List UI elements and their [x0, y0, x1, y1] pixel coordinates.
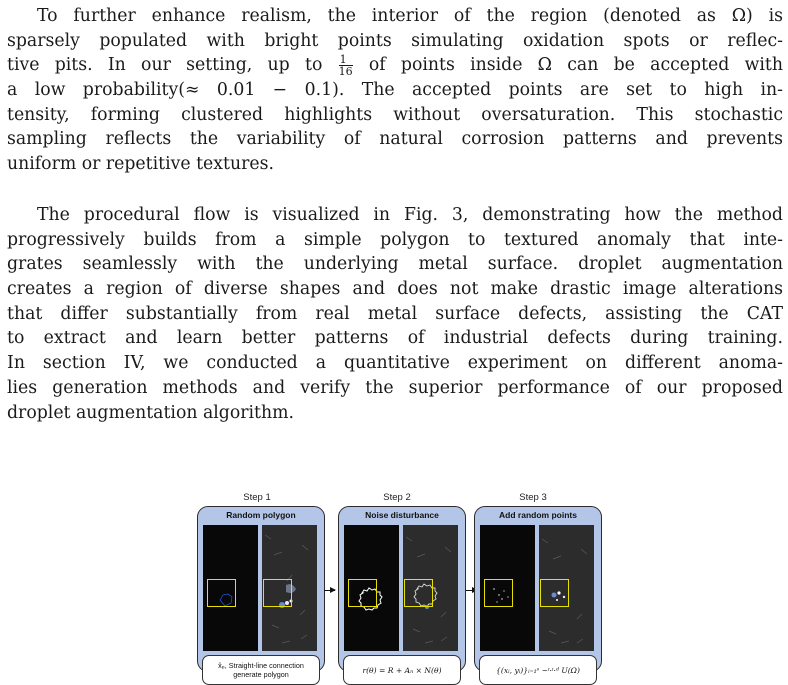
highlight-box — [540, 579, 569, 607]
formula-line: {(xᵢ, yᵢ)}ᵢ₌₁ˢ ~ᶦ·ᶦ·ᵈ U(Ω) — [496, 665, 580, 675]
step-3-panel — [474, 506, 602, 675]
text-fragment: of points inside Ω can be accepted with — [353, 55, 783, 76]
flow-arrow-1 — [324, 590, 335, 591]
step-2-label: Step 2 — [383, 492, 411, 503]
text-line: The procedural flow is visualized in Fig. 3, demonstrating how the method — [37, 205, 783, 225]
highlight-box — [263, 579, 292, 607]
text-line-fraction — [7, 53, 783, 78]
mask-image — [203, 525, 258, 651]
paragraph-1 — [7, 4, 783, 177]
surface-image — [262, 525, 317, 651]
text-line: droplet augmentation algorithm. — [7, 402, 295, 423]
step-1-formula — [202, 655, 320, 685]
text-line: lies generation methods and verify the superior performance of our proposed — [7, 377, 783, 398]
step-3-title: Add random points — [499, 510, 577, 520]
highlight-box — [348, 579, 377, 607]
highlight-box — [404, 579, 433, 607]
step-2-title: Noise disturbance — [365, 510, 439, 520]
step-2-formula — [343, 655, 461, 685]
paragraph-2 — [7, 203, 783, 425]
text-line: that differ substantially from real metal surface defects, assisting the CAT — [7, 303, 783, 324]
text-line: To further enhance realism, the interior of the region (denoted as Ω) is — [37, 6, 783, 26]
highlight-box — [207, 579, 236, 607]
text-line: sparsely populated with bright points simulating oxidation spots or reflec- — [7, 30, 783, 51]
step-3-label: Step 3 — [519, 492, 547, 503]
text-fragment: tive pits. In our setting, up to — [7, 55, 338, 76]
text-line: creates a region of diverse shapes and does not make drastic image alterations — [7, 279, 783, 300]
text-line: sampling reflects the variability of natural corrosion patterns and prevents — [7, 129, 783, 150]
step-1-panel — [197, 506, 325, 679]
formula-line: generate polygon — [233, 670, 289, 679]
figure-3 — [0, 488, 788, 679]
text-line: a low probability(≈ 0.01 − 0.1). The accepted points are set to high in- — [7, 80, 783, 101]
mask-image — [480, 525, 535, 651]
step-3-formula — [479, 655, 597, 685]
fraction-numerator: 1 — [339, 54, 353, 66]
step-1-title: Random polygon — [226, 510, 296, 520]
formula-line: x̂ₚ, Straight-line connection — [218, 661, 304, 670]
fraction — [339, 54, 353, 77]
text-line: grates seamlessly with the underlying metal surface. droplet augmentation — [7, 254, 783, 275]
text-line: uniform or repetitive textures. — [7, 154, 274, 175]
surface-image — [539, 525, 594, 651]
surface-image — [403, 525, 458, 651]
step-2-panel — [338, 506, 466, 675]
step-1-label: Step 1 — [243, 492, 271, 503]
text-line: to extract and learn better patterns of industrial defects during training. — [7, 328, 783, 349]
highlight-box — [484, 579, 513, 607]
formula-line: r(θ) = R + Aₙ × N(θ) — [362, 665, 442, 675]
text-line: tensity, forming clustered highlights without oversaturation. This stochastic — [7, 104, 783, 125]
fraction-denominator: 16 — [338, 65, 353, 79]
mask-image — [344, 525, 399, 651]
text-line: progressively builds from a simple polygon to textured anomaly that inte- — [7, 229, 783, 250]
text-line: In section IV, we conducted a quantitative experiment on different anoma- — [7, 353, 783, 374]
